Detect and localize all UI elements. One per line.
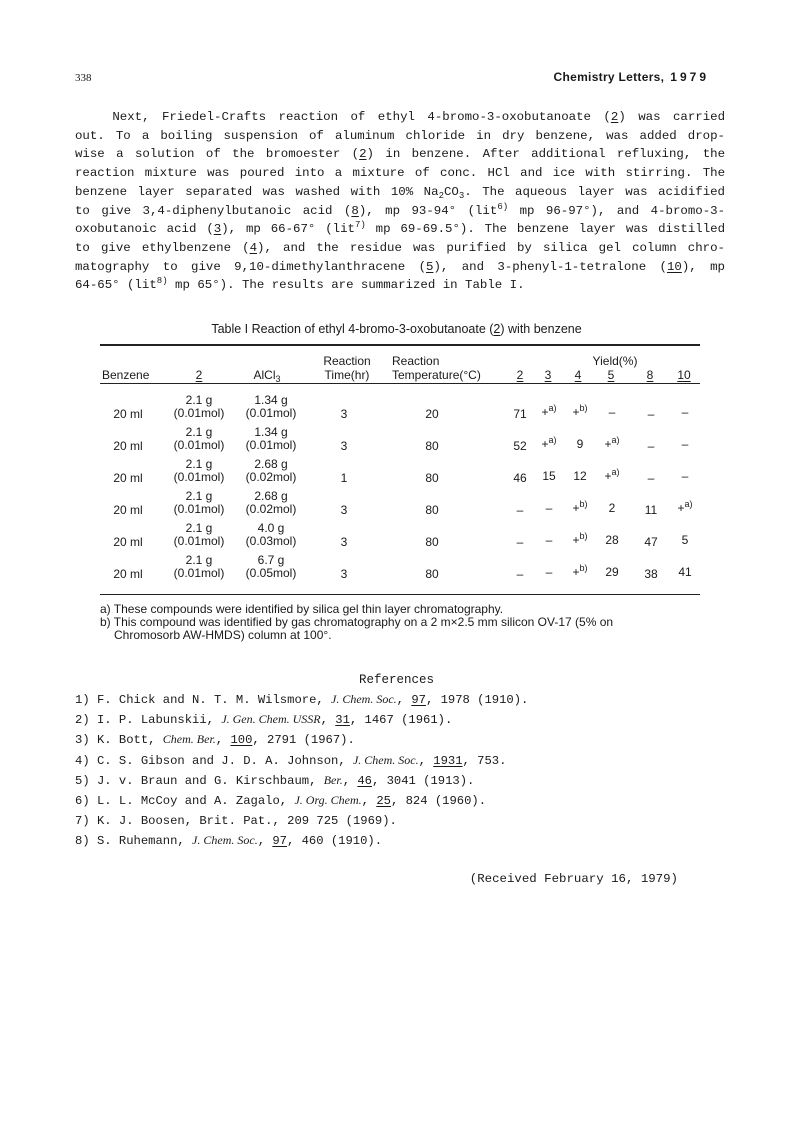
cell-yield-5: – (608, 405, 616, 419)
table-footnotes (100, 603, 720, 642)
cell-time: 3 (340, 503, 348, 517)
cell-yield-8: 11 (644, 503, 658, 517)
cell-alcl3: 1.34 g (0.01mol) (245, 393, 297, 420)
body-line: matography to give 9,10-dimethylanthracene (5), and 3-phenyl-1-tetralone (10), mp (75, 259, 725, 274)
table-top-rule (100, 344, 700, 346)
cell-yield-5: +$^{a)}$ (604, 435, 620, 451)
cell-yield-8: 38 (644, 567, 658, 581)
cell-temperature: 80 (425, 535, 439, 549)
cell-yield-3: – (545, 501, 553, 515)
header-yield-8: 8 (646, 368, 654, 382)
compound-number: 4 (249, 240, 258, 255)
compound-number: 3 (213, 222, 222, 237)
references-list (75, 690, 528, 852)
header-benzene: Benzene (102, 368, 150, 382)
footnote-b-continued: Chromosorb AW-HMDS) column at 100°. (114, 628, 332, 642)
compound-number: 8 (351, 203, 359, 218)
journal-name: Chemistry Letters, (553, 70, 665, 84)
cell-yield-8: – (647, 439, 655, 453)
body-line: wise a solution of the bromoester (2) in benzene. After additional refluxing, the (75, 147, 726, 162)
body-line: oxobutanoic acid (3), mp 66-67° (lit$^{7)}$ mp 69-69.5°). The benzene layer was distilled (75, 220, 725, 237)
cell-yield-4: +$^{b)}$ (572, 403, 588, 419)
cell-reagent-2: 2.1 g (0.01mol) (173, 521, 225, 548)
cell-reagent-2: 2.1 g (0.01mol) (173, 553, 225, 580)
body-line: benzene layer separated was washed with 10% $Na_2CO_3$. The aqueous layer was acidified (75, 184, 725, 201)
cell-yield-3: – (545, 565, 553, 579)
table-caption: Table I Reaction of ethyl 4-bromo-3-oxobutanoate (2) with benzene (211, 322, 582, 336)
cell-temperature: 80 (425, 567, 439, 581)
cell-yield-3: +$^{a)}$ (541, 403, 557, 419)
citation-sup: 8) (156, 276, 168, 287)
cell-yield-2: – (516, 567, 524, 581)
cell-benzene: 20 ml (113, 439, 143, 453)
header-reagent: 2 (195, 368, 203, 382)
body-line: Next, Friedel-Crafts reaction of ethyl 4-bromo-3-oxobutanoate (2) was carried (75, 110, 726, 124)
journal-header (554, 70, 709, 84)
cell-reagent-2: 2.1 g (0.01mol) (173, 393, 225, 420)
header-temperature: Reaction Temperature(°C) (392, 354, 481, 382)
cell-benzene: 20 ml (113, 471, 143, 485)
cell-yield-3: 15 (542, 469, 556, 483)
cell-yield-8: 47 (644, 535, 658, 549)
cell-yield-4: +$^{b)}$ (572, 563, 588, 579)
cell-alcl3: 2.68 g (0.02mol) (245, 457, 297, 484)
header-yield-5: 5 (607, 368, 615, 382)
cell-reagent-2: 2.1 g (0.01mol) (173, 425, 225, 452)
header-yield-3: 3 (544, 368, 552, 382)
cell-benzene: 20 ml (113, 407, 143, 421)
cell-temperature: 80 (425, 503, 439, 517)
reference-item: 5) J. v. Braun and G. Kirschbaum, Ber., 46, 3041 (1913). (75, 772, 475, 788)
cell-reagent-2: 2.1 g (0.01mol) (173, 457, 225, 484)
cell-yield-5: 28 (605, 533, 619, 547)
body-line: 64-65° (lit$^{8)}$ mp 65°). The results are summarized in Table I. (75, 276, 525, 293)
body-line: to give ethylbenzene (4), and the residue was purified by silica gel column chro- (75, 240, 725, 255)
received-date: (Received February 16, 1979) (469, 872, 678, 886)
compound-number: 5 (426, 259, 434, 274)
cell-yield-2: 52 (513, 439, 527, 453)
cell-yield-10: +$^{a)}$ (677, 499, 693, 515)
cell-time: 3 (340, 535, 348, 549)
cell-yield-3: +$^{a)}$ (541, 435, 557, 451)
cell-yield-4: 9 (576, 437, 584, 451)
header-yield-4: 4 (574, 368, 582, 382)
cell-time: 3 (340, 439, 348, 453)
cell-yield-10: – (681, 405, 689, 419)
cell-yield-5: 29 (605, 565, 619, 579)
cell-yield-4: +$^{b)}$ (572, 499, 588, 515)
cell-yield-3: – (545, 533, 553, 547)
footnote-b: b) This compound was identified by gas chromatography on a 2 m×2.5 mm silicon OV-17 (5% on (100, 615, 614, 629)
cell-alcl3: 6.7 g (0.05mol) (245, 553, 297, 580)
cell-temperature: 80 (425, 439, 439, 453)
references-heading: References (358, 673, 434, 687)
reference-item: 7) K. J. Boosen, Brit. Pat., 209 725 (1969). (75, 814, 397, 829)
page-number: 338 (75, 72, 92, 84)
compound-number: 2 (493, 322, 501, 336)
reference-item: 4) C. S. Gibson and J. D. A. Johnson, J. Chem. Soc., 1931, 753. (75, 752, 507, 768)
cell-alcl3: 2.68 g (0.02mol) (245, 489, 297, 516)
compound-number: 10 (666, 259, 682, 274)
table-header-rule (100, 383, 700, 384)
reference-item: 8) S. Ruhemann, J. Chem. Soc., 97, 460 (1910). (75, 833, 383, 849)
cell-yield-10: – (681, 469, 689, 483)
reference-item: 6) L. L. McCoy and A. Zagalo, J. Org. Chem., 25, 824 (1960). (75, 793, 487, 809)
cell-yield-5: +$^{a)}$ (604, 467, 620, 483)
cell-yield-10: 5 (681, 533, 689, 547)
cell-yield-2: 46 (513, 471, 527, 485)
cell-reagent-2: 2.1 g (0.01mol) (173, 489, 225, 516)
cell-alcl3: 1.34 g (0.01mol) (245, 425, 297, 452)
body-line: reaction mixture was poured into a mixture of conc. HCl and ice with stirring. The (75, 166, 725, 181)
cell-yield-4: +$^{b)}$ (572, 531, 588, 547)
header-time: Reaction Time(hr) (323, 354, 371, 382)
header-yield: Yield(%) (592, 354, 638, 368)
body-line: out. To a boiling suspension of aluminum chloride in dry benzene, was added drop- (75, 128, 725, 143)
cell-yield-8: – (647, 407, 655, 421)
cell-time: 3 (340, 407, 348, 421)
body-line: to give 3,4-diphenylbutanoic acid (8), mp 93-94° (lit$^{6)}$ mp 96-97°), and 4-bromo-3- (75, 201, 726, 218)
cell-yield-2: 71 (513, 407, 527, 421)
cell-yield-2: – (516, 535, 524, 549)
table-bottom-rule (100, 594, 700, 595)
reference-item: 3) K. Bott, Chem. Ber., 100, 2791 (1967). (75, 732, 355, 748)
cell-time: 1 (340, 471, 348, 485)
cell-time: 3 (340, 567, 348, 581)
citation-sup: 7) (354, 220, 366, 231)
cell-temperature: 80 (425, 471, 439, 485)
cell-yield-10: 41 (678, 565, 692, 579)
cell-yield-5: 2 (608, 501, 616, 515)
cell-alcl3: 4.0 g (0.03mol) (245, 521, 297, 548)
cell-benzene: 20 ml (113, 567, 143, 581)
citation-sup: 6) (497, 201, 509, 212)
cell-temperature: 20 (425, 407, 439, 421)
cell-benzene: 20 ml (113, 535, 143, 549)
footnote-a: a) These compounds were identified by silica gel thin layer chromatography. (100, 602, 504, 616)
header-alcl3: AlCl$_3$ (253, 368, 281, 384)
cell-benzene: 20 ml (113, 503, 143, 517)
cell-yield-4: 12 (573, 469, 587, 483)
cell-yield-10: – (681, 437, 689, 451)
compound-number: 2 (610, 110, 619, 124)
header-yield-10: 10 (677, 368, 691, 382)
compound-number: 2 (359, 147, 367, 162)
body-paragraph (75, 108, 725, 295)
reference-item: 1) F. Chick and N. T. M. Wilsmore, J. Chem. Soc., 97, 1978 (1910). (75, 692, 529, 707)
cell-yield-2: – (516, 503, 524, 517)
cell-yield-8: – (647, 471, 655, 485)
header-yield-2: 2 (516, 368, 524, 382)
reference-item: 2) I. P. Labunskii, J. Gen. Chem. USSR, 31, 1467 (1961). (75, 712, 453, 728)
journal-year: 1979 (670, 70, 709, 84)
